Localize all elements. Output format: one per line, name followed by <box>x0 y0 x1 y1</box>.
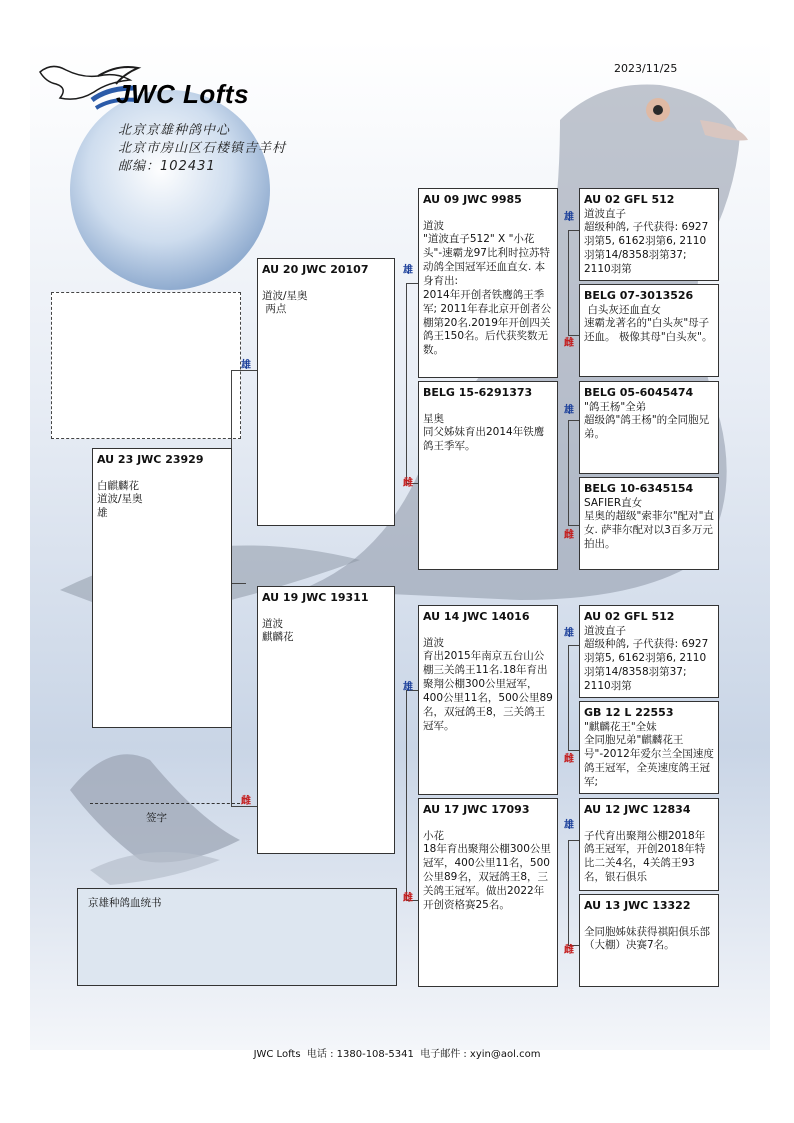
certificate-label: 京雄种鸽血统书 <box>88 897 162 909</box>
subject-ring: AU 23 JWC 23929 <box>97 453 204 466</box>
dam-card <box>257 586 395 854</box>
ss-ring: AU 09 JWC 9985 <box>423 193 522 206</box>
dd-ring: AU 17 JWC 17093 <box>423 803 530 816</box>
address-line-1: 北京京雄种鸽中心 <box>118 123 231 138</box>
document-date: 2023/11/25 <box>614 62 678 75</box>
ddd-line <box>584 914 714 926</box>
ddd-sex-marker: 雌 <box>564 945 574 956</box>
subject-line: 白麒麟花 <box>97 479 139 492</box>
dss-ring: AU 02 GFL 512 <box>584 610 675 623</box>
sss-line: 超级种鸽, 子代获得: 6927羽第5, 6162羽第6, 2110羽第14/8358羽第37; 2110羽第 <box>584 221 709 275</box>
dd-line: 小花 <box>423 829 444 842</box>
sds-line: "鸽王杨"全弟 <box>584 400 647 413</box>
dss-line: 超级种鸽, 子代获得: 6927羽第5, 6162羽第6, 2110羽第14/8358羽第37; 2110羽第 <box>584 638 709 692</box>
dam-sire-card <box>418 605 558 795</box>
dam-line: 道波 <box>262 617 283 630</box>
subject-card <box>92 448 232 728</box>
sire-sire-card <box>418 188 558 378</box>
subject-line: 雄 <box>97 507 108 520</box>
dd-sex-marker: 雌 <box>403 893 413 904</box>
sire-ring: AU 20 JWC 20107 <box>262 263 369 276</box>
sss-line: 道波直子 <box>584 207 626 220</box>
dds-card <box>579 798 719 891</box>
footer-contact: JWC Lofts 电话 : 1380-108-5341 电子邮件 : xyin@aol.com <box>253 1049 541 1060</box>
sds-line: 超级鸽"鸽王杨"的全同胞兄弟。 <box>584 414 710 441</box>
ssd-line: 白头灰还血直女 <box>584 303 661 316</box>
ds-sex-marker: 雄 <box>403 682 413 693</box>
dsd-line: 全同胞兄弟"麒麟花王号"-2012年爱尔兰全国速度鸽王冠军，全英速度鸽王冠军; <box>584 734 714 788</box>
sd-line: 同父姊妹育出2014年铁鹰鸽王季军。 <box>423 426 545 453</box>
ss-line: "道波直子512" X "小花头"-速霸龙97比利时拉苏特动鸽全国冠军还血直女. 本身育出: <box>423 233 550 287</box>
sdd-sex-marker: 雌 <box>564 530 574 541</box>
ds-ring: AU 14 JWC 14016 <box>423 610 530 623</box>
ssd-line: 速霸龙著名的"白头灰"母子还血。 极像其母"白头灰"。 <box>584 317 713 344</box>
ssd-ring: BELG 07-3013526 <box>584 289 694 302</box>
dss-card <box>579 605 719 698</box>
ddd-card <box>579 894 719 987</box>
dam-dam-card <box>418 798 558 987</box>
dam-sex-marker: 雌 <box>241 796 251 807</box>
sire-card <box>257 258 395 526</box>
dam-ring: AU 19 JWC 19311 <box>262 591 369 604</box>
sire-sex-marker: 雄 <box>241 360 251 371</box>
sss-card <box>579 188 719 281</box>
ss-line: 道波 <box>423 219 444 232</box>
ddd-line: 全同胞姊妹获得祺阳俱乐部（大棚）决赛7名。 <box>584 925 710 952</box>
address-line-3: 邮编：102431 <box>118 159 216 174</box>
brand-title: JWC Lofts <box>116 79 250 109</box>
ds-line: 育出2015年南京五台山公棚三关鸽王11名.18年育出聚翔公棚300公里冠军，400公里11名，500公里89名，双冠鸽王8，三关鸽王冠军。 <box>423 650 553 732</box>
sd-ring: BELG 15-6291373 <box>423 386 533 399</box>
subject-line: 道波/星奥 <box>97 493 143 506</box>
sd-line: 星奥 <box>423 412 444 425</box>
dds-line <box>584 818 714 830</box>
sire-line: 道波/星奥 <box>262 289 308 302</box>
dam-line: 麒麟花 <box>262 631 294 644</box>
sss-ring: AU 02 GFL 512 <box>584 193 675 206</box>
sdd-card <box>579 477 719 570</box>
dss-sex-marker: 雄 <box>564 628 574 639</box>
dss-line: 道波直子 <box>584 624 626 637</box>
ds-line: 道波 <box>423 636 444 649</box>
sd-sex-marker: 雌 <box>403 478 413 489</box>
dsd-sex-marker: 雌 <box>564 754 574 765</box>
ss-line: 2014年开创者铁鹰鸽王季军; 2011年春北京开创者公棚第20名.2019年开创四关鸽王150名。后代获奖数无数。 <box>423 288 552 357</box>
ssd-sex-marker: 雌 <box>564 338 574 349</box>
dsd-line: "麒麟花王"全妹 <box>584 720 657 733</box>
ssd-card <box>579 284 719 377</box>
dsd-card <box>579 701 719 794</box>
certificate-box <box>77 888 397 986</box>
sdd-line: SAFIER直女 <box>584 496 643 509</box>
dds-sex-marker: 雄 <box>564 820 574 831</box>
dds-line: 子代育出聚翔公棚2018年鸽王冠军，开创2018年特比二关4名，4关鸽王93名，银石俱乐 <box>584 829 706 884</box>
sire-line: 两点 <box>262 303 287 316</box>
ddd-ring: AU 13 JWC 13322 <box>584 899 691 912</box>
sdd-ring: BELG 10-6345154 <box>584 482 694 495</box>
sds-card <box>579 381 719 474</box>
sds-sex-marker: 雄 <box>564 405 574 416</box>
signature-line <box>90 803 240 804</box>
sdd-line: 星奥的超级"索菲尔"配对"直女. 萨菲尔配对以3百多万元拍出。 <box>584 510 714 551</box>
sss-sex-marker: 雄 <box>564 212 574 223</box>
photo-placeholder <box>51 292 241 439</box>
address-line-2: 北京市房山区石楼镇吉羊村 <box>118 141 287 156</box>
sds-ring: BELG 05-6045474 <box>584 386 694 399</box>
dd-line: 18年育出聚翔公棚300公里冠军，400公里11名，500公里89名，双冠鸽王8，三关鸽王冠军。做出2022年开创资格赛25名。 <box>423 843 551 911</box>
signature-label: 签字 <box>146 812 167 824</box>
dsd-ring: GB 12 L 22553 <box>584 706 674 719</box>
ss-sex-marker: 雄 <box>403 265 413 276</box>
dds-ring: AU 12 JWC 12834 <box>584 803 691 816</box>
sire-dam-card <box>418 381 558 570</box>
